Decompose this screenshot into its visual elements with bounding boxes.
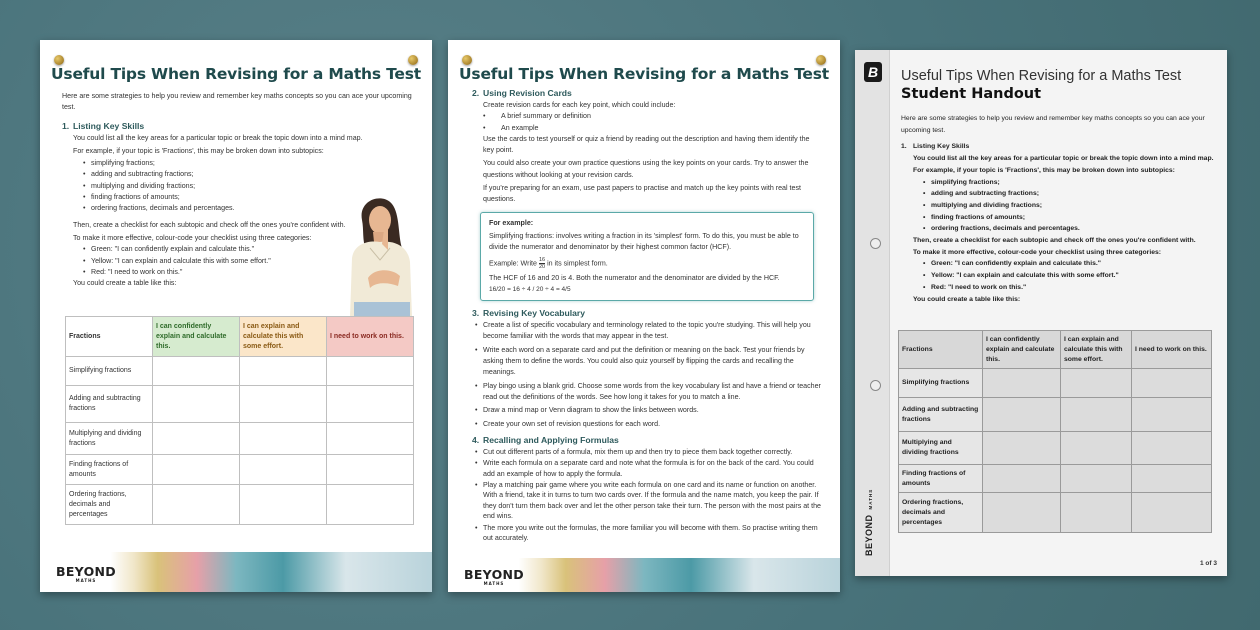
page-subtitle: Student Handout [901, 86, 1042, 102]
list-item: • Red: "I need to work on this." [931, 282, 1217, 294]
table-row: Simplifying fractions [66, 357, 414, 386]
list-item: • adding and subtracting fractions; [931, 188, 1217, 200]
checklist-table [65, 316, 414, 525]
section-heading: 1. Listing Key Skills [62, 120, 145, 131]
list-item: • Write each word on a separate card and put the definition or meaning on the back. Test your friends by asking them to define the words. You could also quiz yourself by flipping the cards and recalling the meanings. [483, 345, 822, 379]
list-item: • Play a matching pair game where you write each formula on one card and its name or function on another. With a friend, take it in turns to turn two cards over. If the formula and the name match, you keep the pair. If they don't turn them back over and let the other person take their turn. The person with the most pairs at the end wins. [483, 480, 822, 522]
list-item: • multiplying and dividing fractions; [931, 200, 1217, 212]
paragraph: To make it more effective, colour-code your checklist using three categories: [73, 233, 312, 242]
example-equation: 16/20 = 16 ÷ 4 / 20 ÷ 4 = 4/5 [489, 285, 571, 293]
student-handout-page [855, 50, 1227, 576]
example-question: Example: Write $\frac{16}{20}$ in its simplest form. [489, 256, 608, 270]
page-title: Useful Tips When Revising for a Maths Test [459, 65, 829, 83]
example-box [480, 212, 814, 301]
page-number: 1 of 3 [1200, 560, 1217, 567]
paragraph: Create revision cards for each key point, which could include: [483, 101, 676, 109]
table-row: Simplifying fractions [899, 369, 1212, 398]
intro-text: Here are some strategies to help you review and remember key maths concepts so you can ace your upcoming test. [901, 115, 1205, 134]
table-row: Multiplying and dividing fractions [66, 423, 414, 455]
section-heading: 2. Using Revision Cards [472, 88, 572, 98]
list-item: • Cut out different parts of a formula, mix them up and then try to piece them back together correctly. [483, 447, 822, 457]
paragraph: You could list all the key areas for a particular topic or break the topic down into a mind map. [73, 133, 363, 142]
paragraph: Then, create a checklist for each subtopic and check off the ones you're confident with. [73, 220, 346, 229]
list-item: • The more you write out the formulas, the more familiar you will become with them. So practise writing them out accurately. [483, 523, 822, 544]
checklist-table [898, 330, 1212, 533]
binder-hole [870, 380, 881, 391]
list-item: • multiplying and dividing fractions; [91, 181, 412, 192]
list-item: • Green: "I can confidently explain and calculate this." [91, 244, 412, 255]
paragraph: You could list all the key areas for a particular topic or break the topic down into a mind map. [913, 155, 1214, 163]
paragraph: You could also create your own practice questions using the key points on your cards. Try to answer the questions without looking at your revision cards. [483, 159, 809, 179]
list-item: • Play bingo using a blank grid. Choose some words from the key vocabulary list and have a friend or teacher read out the definitions of the words. See how long it takes for you to match a line. [483, 381, 822, 404]
paragraph: For example, if your topic is 'Fractions', this may be broken down into subtopics: [73, 146, 324, 155]
page-title: Useful Tips When Revising for a Maths Test [51, 65, 421, 83]
list-item: • Green: "I can confidently explain and calculate this." [931, 258, 1217, 270]
table-header-yellow: I can explain and calculate this with some effort. [1061, 331, 1132, 369]
list-item: • Write each formula on a separate card and note what the formula is for on the back of the card. You could add an example of how to apply the formula. [483, 458, 822, 479]
worksheet-page-1 [40, 40, 432, 592]
paragraph: Then, create a checklist for each subtopic and check off the ones you're confident with. [913, 237, 1196, 245]
category-list [913, 258, 1217, 293]
table-row: Ordering fractions, decimals and percentages [899, 493, 1212, 533]
footer-banner [40, 552, 432, 592]
intro-text: Here are some strategies to help you review and remember key maths concepts so you can ace your upcoming test. [62, 92, 412, 112]
example-title: For example: [489, 218, 534, 227]
pin-icon [408, 55, 418, 65]
table-row: Finding fractions of amounts [899, 465, 1212, 493]
table-row: Ordering fractions, decimals and percentages [66, 485, 414, 525]
list-item: • ordering fractions, decimals and percentages. [91, 203, 412, 214]
list-item: • Red: "I need to work on this." [91, 267, 412, 278]
list-item: • finding fractions of amounts; [91, 192, 412, 203]
table-header-fractions: Fractions [66, 317, 153, 357]
worksheet-page-2 [448, 40, 840, 592]
paragraph: You could create a table like this: [913, 295, 1021, 303]
list-item: • finding fractions of amounts; [931, 212, 1217, 224]
section-heading: 1. Listing Key Skills [901, 143, 970, 151]
example-paragraph: Simplifying fractions: involves writing a fraction in its 'simplest' form. To do this, you must be able to divide the numerator and denominator by their highest common factor (HCF). [489, 231, 799, 252]
fraction: $\frac{16}{20}$ [538, 256, 546, 270]
table-row: Finding fractions of amounts [66, 455, 414, 485]
vocabulary-list [472, 320, 822, 430]
table-header-yellow: I can explain and calculate this with some effort. [240, 317, 327, 357]
footer-banner [448, 558, 840, 592]
binder-hole [870, 238, 881, 249]
list-item: • simplifying fractions; [91, 158, 412, 169]
list-item: • Yellow: "I can explain and calculate this with some effort." [91, 256, 412, 267]
pin-icon [816, 55, 826, 65]
list-item: • An example [491, 123, 822, 134]
example-paragraph: The HCF of 16 and 20 is 4. Both the numerator and the denominator are divided by the HCF. [489, 273, 780, 282]
revision-card-list [483, 111, 822, 134]
paragraph: If you're preparing for an exam, use past papers to practise and match up the key points with real test questions. [483, 184, 801, 204]
list-item: • Create a list of specific vocabulary and terminology related to the topic you're studying. This will help you become familiar with the words that may appear in the test. [483, 320, 822, 343]
table-row: Adding and subtracting fractions [66, 386, 414, 423]
table-row: Adding and subtracting fractions [899, 398, 1212, 432]
list-item: • ordering fractions, decimals and percentages. [931, 223, 1217, 235]
table-header-green: I can confidently explain and calculate this. [983, 331, 1061, 369]
pin-icon [462, 55, 472, 65]
table-header-red: I need to work on this. [1132, 331, 1212, 369]
paragraph: For example, if your topic is 'Fractions', this may be broken down into subtopics: [913, 166, 1175, 174]
table-row: Multiplying and dividing fractions [899, 432, 1212, 465]
table-header-red: I need to work on this. [327, 317, 414, 357]
thinking-student-illustration [340, 190, 420, 317]
paragraph: To make it more effective, colour-code your checklist using three categories: [913, 248, 1162, 256]
list-item: • Yellow: "I can explain and calculate this with some effort." [931, 270, 1217, 282]
paragraph: You could create a table like this: [73, 279, 177, 288]
formula-list [472, 447, 822, 544]
paragraph: Use the cards to test yourself or quiz a friend by reading out the description and having them identify the key point. [483, 134, 810, 155]
section-heading: 3. Revising Key Vocabulary [472, 308, 586, 319]
table-header-green: I can confidently explain and calculate this. [153, 317, 240, 357]
beyond-corner-logo: B [864, 62, 882, 82]
list-item: • A brief summary or definition [491, 111, 822, 122]
table-header-fractions: Fractions [899, 331, 983, 369]
beyond-logo: BEYOND MATHS [464, 567, 524, 586]
pin-icon [54, 55, 64, 65]
side-logo: BEYOND MATHS [864, 488, 874, 556]
list-item: • Create your own set of revision questions for each word. [483, 419, 822, 430]
section-heading: 4. Recalling and Applying Formulas [472, 434, 619, 445]
list-item: • adding and subtracting fractions; [91, 169, 412, 180]
subtopic-list [913, 177, 1217, 236]
list-item: • simplifying fractions; [931, 177, 1217, 189]
beyond-logo: BEYOND MATHS [56, 564, 116, 583]
list-item: • Draw a mind map or Venn diagram to show the links between words. [483, 405, 822, 416]
page-title: Useful Tips When Revising for a Maths Test [901, 68, 1182, 84]
